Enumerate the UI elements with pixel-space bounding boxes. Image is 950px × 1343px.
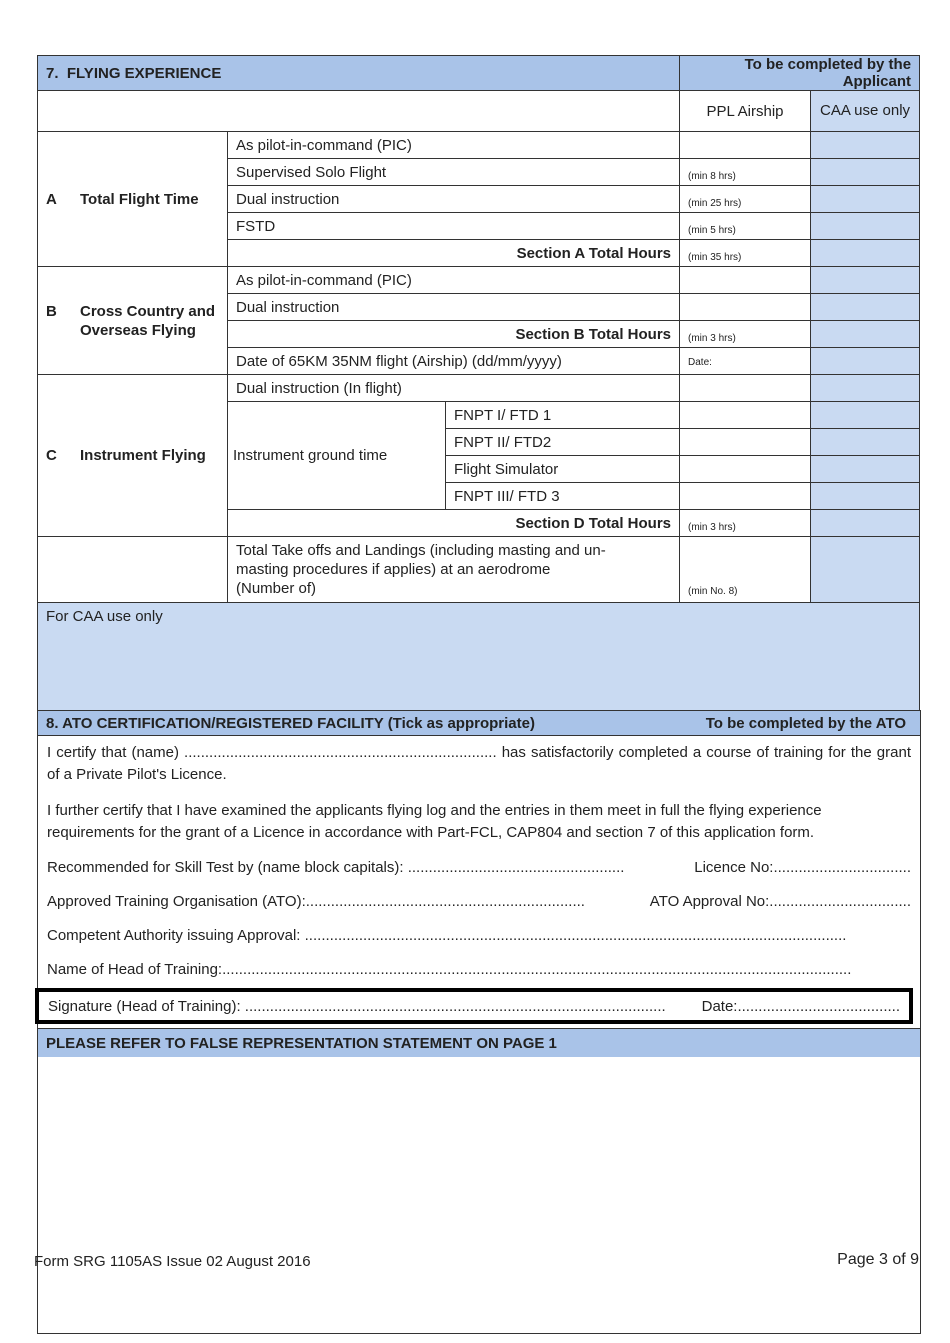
section-a-label: A Total Flight Time [38, 132, 228, 267]
a-pic-input[interactable] [680, 132, 811, 159]
section-7-title: FLYING EXPERIENCE [66, 64, 222, 82]
c-ground-label: Instrument ground time [228, 402, 446, 510]
section-8-note: To be completed by the ATO [705, 714, 906, 732]
col-ppl-airship: PPL Airship [680, 91, 811, 132]
a-row-solo: Supervised Solo Flight [228, 159, 680, 186]
a-row-pic: As pilot-in-command (PIC) [228, 132, 680, 159]
signature-box [35, 988, 913, 1024]
b-row-dual: Dual instruction [228, 294, 680, 321]
flying-experience-table [37, 55, 920, 711]
b-total-input[interactable]: (min 3 hrs) [680, 321, 811, 348]
b-pic-input[interactable] [680, 267, 811, 294]
section-b-label: B Cross Country and Overseas Flying [38, 267, 228, 375]
page-number: Page 3 of 9 [837, 1251, 919, 1268]
c-device-2-input[interactable] [680, 429, 811, 456]
b-date-input[interactable]: Date: [680, 348, 811, 375]
c-device-3: Flight Simulator [446, 456, 680, 483]
ato-approval-field[interactable]: ATO Approval No:.................................. [649, 893, 911, 910]
section-8-header [38, 711, 920, 736]
c-row-dual: Dual instruction (In flight) [228, 375, 680, 402]
c-device-1-input[interactable] [680, 402, 811, 429]
a-pic-caa [811, 132, 920, 159]
authority-field[interactable]: Competent Authority issuing Approval: .................................................................................................................................. [47, 927, 847, 944]
a-total-label: Section A Total Hours [228, 240, 680, 267]
recommended-field[interactable]: Recommended for Skill Test by (name block capitals): .................................................... [47, 859, 625, 876]
takeoffs-label: Total Take offs and Landings (including masting and un-masting procedures if applies) at an aerodrome (Number of) [228, 537, 680, 603]
false-representation-notice: PLEASE REFER TO FALSE REPRESENTATION STATEMENT ON PAGE 1 [38, 1028, 920, 1057]
col-caa-use-only: CAA use only [811, 91, 920, 132]
signature-field[interactable]: Signature (Head of Training): ..................................................................................................... [48, 997, 666, 1015]
section-7-note: To be completed by the Applicant [680, 56, 920, 91]
c-device-4: FNPT III/ FTD 3 [446, 483, 680, 510]
c-device-1: FNPT I/ FTD 1 [446, 402, 680, 429]
a-row-dual: Dual instruction [228, 186, 680, 213]
a-solo-input[interactable]: (min 8 hrs) [680, 159, 811, 186]
d-total-input[interactable]: (min 3 hrs) [680, 510, 811, 537]
b-total-label: Section B Total Hours [228, 321, 680, 348]
d-total-label: Section D Total Hours [228, 510, 680, 537]
c-device-3-input[interactable] [680, 456, 811, 483]
b-row-pic: As pilot-in-command (PIC) [228, 267, 680, 294]
licence-no-field[interactable]: Licence No:................................. [694, 859, 911, 876]
head-of-training-field[interactable]: Name of Head of Training:....................................................................................................................................................... [47, 961, 852, 978]
section-7-header [38, 56, 920, 91]
c-device-4-input[interactable] [680, 483, 811, 510]
section-7-flying-experience [37, 55, 919, 711]
a-fstd-input[interactable]: (min 5 hrs) [680, 213, 811, 240]
takeoffs-input[interactable]: (min No. 8) [680, 537, 811, 603]
c-dual-input[interactable] [680, 375, 811, 402]
c-device-2: FNPT II/ FTD2 [446, 429, 680, 456]
b-dual-input[interactable] [680, 294, 811, 321]
certify-text: I certify that (name) ........................................................................... has satisfactorily completed a course of training for the grant of a Private Pilot's Licence. [47, 744, 911, 783]
section-8-title: 8. ATO CERTIFICATION/REGISTERED FACILITY (Tick as appropriate) [46, 714, 535, 732]
signature-date-field[interactable]: Date:....................................... [701, 997, 900, 1015]
form-reference: Form SRG 1105AS Issue 02 August 2016 [34, 1253, 311, 1270]
a-dual-input[interactable]: (min 25 hrs) [680, 186, 811, 213]
caa-use-only-box: For CAA use only [38, 603, 920, 711]
section-7-number: 7. [46, 64, 59, 82]
section-8-ato-certification [37, 710, 921, 1334]
ato-field[interactable]: Approved Training Organisation (ATO):................................................................... [47, 893, 585, 910]
b-date-row: Date of 65KM 35NM flight (Airship) (dd/mm/yyyy) [228, 348, 680, 375]
a-row-fstd: FSTD [228, 213, 680, 240]
section-c-label: C Instrument Flying [38, 375, 228, 537]
further-certify-text: I further certify that I have examined the applicants flying log and the entries in them meet in full the flying experience requirements for the grant of a Licence in accordance with Part-FCL, CAP804 and section 7 of this application form. [47, 802, 822, 841]
a-total-input[interactable]: (min 35 hrs) [680, 240, 811, 267]
